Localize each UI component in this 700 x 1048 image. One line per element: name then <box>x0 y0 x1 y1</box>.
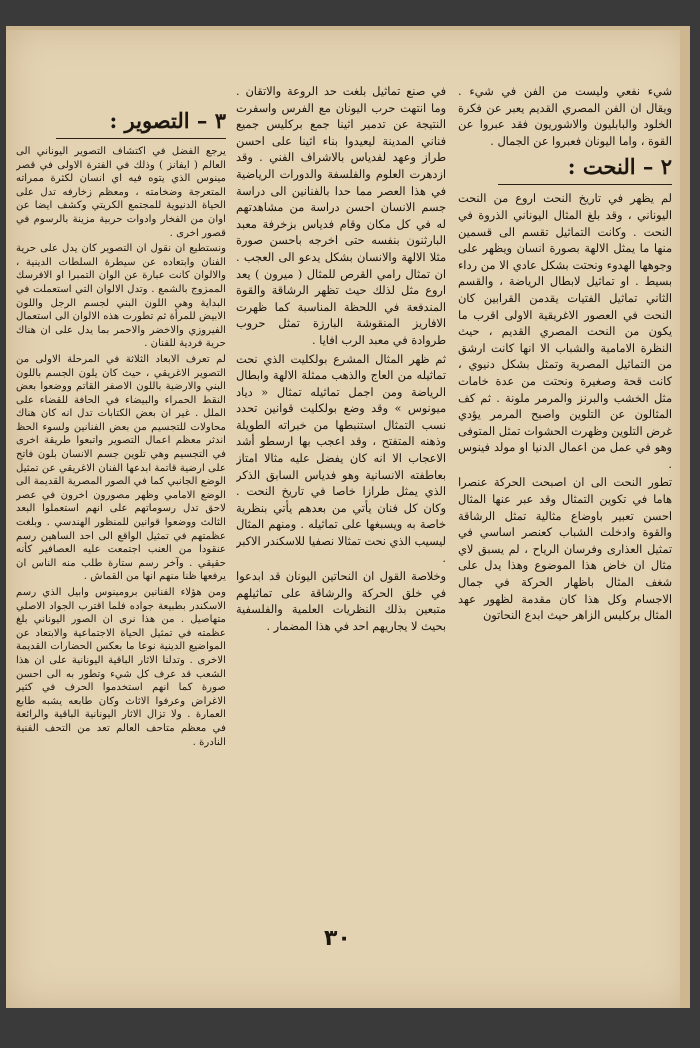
left-paragraph: ومن هؤلاء الفنانين برومينوس وابيل الذي رسم الاسكندر بطبيعة جواده فلما اقترب الجواد الاصلي متهاصيل . من هذا نرى ان الصور اليوناني بلغ عظمته في تمثيل الحياة الاجتماعية والابتعاد عن المواضيع الدينية نوعا ما بعكس الحضارات القديمة الاخرى . وتدلنا الاثار الباقية اليونانية على ان هذا الشعب قد عرف كل شيء وتطور به الى احسن صورة كما انهم استخدموا الحرف في كثير الاغراض وعرفوا الاثاث وكان طابعه يشبه طابع العمارة . ولا تزال الاثار اليونانية الباقية والرائعة في معظم متاحف العالم تعد من التحف الفنية النادرة . <box>16 587 226 748</box>
middle-paragraph: وخلاصة القول ان النحاتين اليونان قد ابدعوا في خلق الحركة والرشاقة على تماثيلهم متبعين بذلك النظريات العلمية والفلسفية بحيث لا يجاريهم احد في هذا المضمار . <box>236 570 446 633</box>
left-paragraph: يرجع الفضل في اكتشاف التصوير اليوناني الى العالم ( ايفانز ) وذلك في الفترة الاولى في قصر مينوس الذي يتوه فيه اي انسان لكثرة ممراته المتعرجة وضخامته ، ومعظم زخارفه تدل على الحياة الدنيوية للمجتمع الكريتي وكشف ايضا عن اوان من الفخار وادوات حربية مزينة بالرسوم في قصور اخرى . <box>16 146 226 239</box>
left-column <box>16 108 226 1048</box>
page-edge <box>680 26 690 1008</box>
sculpture-heading: ٢ – النحت : <box>567 154 672 180</box>
middle-paragraph: في صنع تماثيل بلغت حد الروعة والاتقان . وما انتهت حرب اليونان مع الفرس واسفرت النتيجة عن تدمير اثينا جمع بركليس جميع فناني المدينة ليعيدوا بناء اثينا على احسن طراز وعهد لفدياس بالاشراف الفني . وقد ازدهرت العلوم والفلسفة والدورات الرياضية في هذا العصر مما حدا بالفنانين الى دراسة جسم الانسان احسن دراسة من مشاهدتهم له في كل مكان وقام فدياس بزخرفة معبد البارثنون بنفسه حتى اخرجه باحسن صورة مثلا الالهة والانسان بشكل يدعو الى العجب . ان تمثال رامي القرص للمثال ( ميرون ) يعد اروع مثل لذلك حيث تظهر الرشاقة والقوة المندفعة في اللحظة المناسبة كما ظهرت الافاريز المنقوشة البارزة تمثل حروب طروادة في معبد الرب افايا . <box>236 85 446 347</box>
right-paragraph: لم يظهر في تاريخ النحت اروع من النحت اليوناني ، وقد بلغ المثال اليوناني الذروة في النحت . وكانت التماثيل تقسم الى قسمين منها ما يمثل الالهة بصورة انسان ويظهر على وجوهها الهدوء ونحتت بشكل عادي الا من رداء بسيط . او تماثيل لابطال الرياضة ، والقسم الثاني تماثيل الفتيات يقدمن القرابين كان النحت في العصور الاغريقية الاولى اقرب ما يكون من النحت المصري القديم ، حيث النظرة الامامية والشباب الا انها كانت ارشق من التماثيل المصرية وتمثل بشكل دنيوي ، كانت قحة وصغيرة ونحتت من عدة خامات مثل الخشب والبرنز والمرمر ملونة . ثم كف المثالون عن التلوين واصبح المرمر يؤدي غرض التلوين وظهرت الحشوات تمثل المتوفى وهو في عمل من اعمال الدنيا او مولد فينوس . <box>458 192 672 471</box>
heading-underline <box>56 138 226 139</box>
right-column <box>458 84 672 944</box>
middle-column <box>236 84 446 944</box>
left-paragraph: ونستطيع ان نقول ان التصوير كان يدل على حرية الفنان وابتعاده عن سيطرة السلطات الدينية ، والالوان كانت عبارة عن الوان التمبرا او الافرسك الممزوج بالشمع . وتدل الالوان التي استعملت في البداية وهي اللون البني لجسم الرجل واللون الابيض للمرأة ثم تطورت هذه الالوان الى استعمال الفيروزي والاخضر والاحمر بما يدل على ان هناك حرية فردية للفنان . <box>16 243 226 350</box>
painting-heading: ٣ – التصوير : <box>109 108 226 133</box>
page-number: ٣٠ <box>324 926 351 951</box>
middle-paragraph: ثم ظهر المثال المشرع بولكليت الذي نحت تماثيله من العاج والذهب ممثلة الالهة وابطال الرياضة ومن اجمل تماثيله تمثال « دياد ميونوس » وقد وضع بولكليت قوانين تحدد نسب التمثال استنبطها من خبراته الطويلة وذهنه المتفتح ، وقد اعجب بها ارسطو أشد الاعجاب الا انه كان يفضل عليه مثالا امتاز بعاطفته الانسانية وهو فدياس السابق الذكر الذي يمثل طرازا خاصا في تاريخ النحت . وكان كل فنان يأتي من بعدهم يأتي بنظرية خاصة به ويسبغها على تماثيله . ومنهم المثال ليسيب الذي نحت تمثالا نصفيا للاسكندر الاكبر . <box>236 352 446 565</box>
right-paragraph: تطور النحت الى ان اصبحت الحركة عنصرا هاما في تكوين التمثال وقد عبر عنها المثال احسن تعبير باوضاع مثالية تمثل الرشاقة والقوة وادخلت الشباب كعنصر اساسي في تمثيل العذارى وفرسان الرياح ، لم يسبق لاي مثال ان خاض هذا الموضوع وهذا يدل على شغف المثال باظهار الحركة في جمال الاجسام وكل هذا كان مقدمة لظهور عهد المثال بركليس الزاهر حيث ابدع النحاتون <box>458 476 672 623</box>
heading-underline <box>498 184 672 185</box>
magazine-page <box>6 26 690 1008</box>
page-top-rule <box>6 26 690 30</box>
right-column-intro: شيء نفعي وليست من الفن في شيء . ويقال ان الفن المصري القديم يعبر عن فكرة الخلود والبابليون والاشوريون فقد عبروا عن القوة ، واما اليونان فعبروا عن الجمال . <box>458 85 672 148</box>
left-paragraph: لم تعرف الابعاد الثلاثة في المرحلة الاولى من التصوير الاغريقي ، حيث كان يلون الجسم باللون البني والارضية باللون الاصفر القاتم ووضعوا بعض النقط الحمراء والبيضاء في الحافة للقضاء على الملل . غير ان بعض الكتابات تدل انه كان هناك محاولات للتجسيم من بعض الفنانين ولسوء الحظ اندثر معظم اعمال التصوير واتبعوا طريقة اخرى في التجسيم وهي تلوين جسم الانسان بلون فاتح على ارضية قاتمة ابدعها الفنان الاغريقي عن تمثيل الوضع الجانبي كما في الصور المصرية القديمة الى الوضع الامامي وظهر مصورون اخرون في عصر لاحق تدل رسوماتهم على انهم استعملوا البعد الثالث ووضعوا قوانين للمنظور الهندسي . وبلغت عظمتهم في تمثيل الواقع الى احد الساهين رسم عنقودا من العنب اجتمعت عليه العصافير كأنه حقيقي . وآخر رسم ستارة طلب منه الناس ان يرفعها ظنا منهم انها من القماش . <box>16 353 226 583</box>
